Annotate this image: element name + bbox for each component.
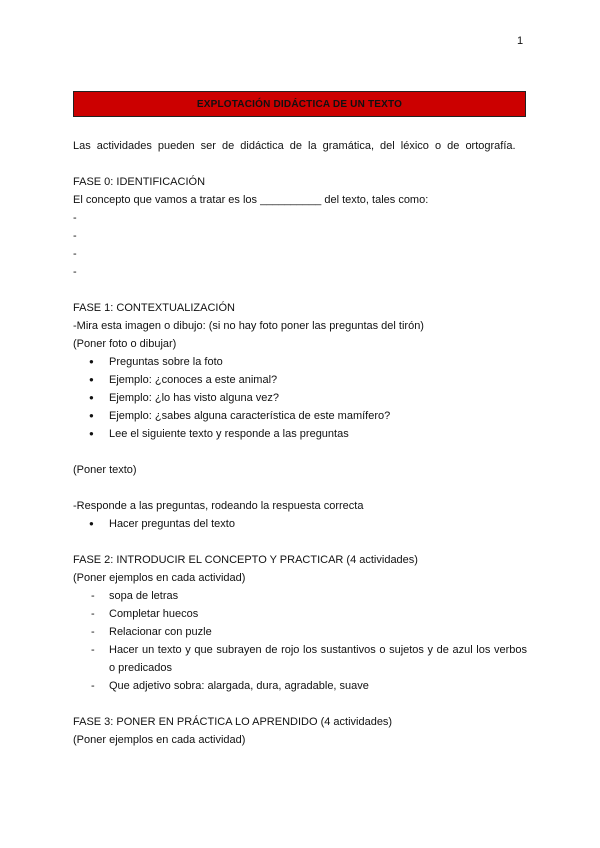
responde-instruction: -Responde a las preguntas, rodeando la respuesta correcta	[73, 500, 364, 512]
page-number: 1	[517, 35, 524, 47]
fase2-heading: FASE 2: INTRODUCIR EL CONCEPTO Y PRACTICAR (4 actividades)	[73, 554, 418, 566]
fase1-instruction: -Mira esta imagen o dibujo: (si no hay foto poner las preguntas del tirón)	[73, 320, 424, 332]
fase1-bullet-list	[73, 353, 527, 443]
fase2-subheading: (Poner ejemplos en cada actividad)	[73, 572, 246, 584]
fase1-note: (Poner foto o dibujar)	[73, 338, 177, 350]
list-item: ● Ejemplo: ¿conoces a este animal?	[73, 371, 527, 389]
fase1-bullet-list-2	[73, 515, 527, 533]
fase3-subheading: (Poner ejemplos en cada actividad)	[73, 734, 246, 746]
list-item: ● Preguntas sobre la foto	[73, 353, 527, 371]
list-item: - sopa de letras	[73, 587, 527, 605]
list-item: - Hacer un texto y que subrayen de rojo los sustantivos o sujetos y de azul los verbos o predicados	[73, 641, 527, 677]
fase0-dash: -	[73, 230, 77, 242]
document-body	[73, 137, 527, 749]
list-item: ● Ejemplo: ¿sabes alguna característica de este mamífero?	[73, 407, 527, 425]
list-item: ● Ejemplo: ¿lo has visto alguna vez?	[73, 389, 527, 407]
fase3-heading: FASE 3: PONER EN PRÁCTICA LO APRENDIDO (4 actividades)	[73, 716, 393, 728]
poner-texto-note: (Poner texto)	[73, 464, 137, 476]
fase0-text: El concepto que vamos a tratar es los __________ del texto, tales como:	[73, 194, 429, 206]
fase0-heading: FASE 0: IDENTIFICACIÓN	[73, 176, 206, 188]
fase0-dash: -	[73, 248, 77, 260]
fase2-activity-list	[73, 587, 527, 695]
list-item: ● Lee el siguiente texto y responde a las preguntas	[73, 425, 527, 443]
intro-paragraph: Las actividades pueden ser de didáctica de la gramática, del léxico o de ortografía.	[73, 140, 516, 152]
document-title-banner	[73, 91, 526, 117]
document-title: EXPLOTACIÓN DIDÁCTICA DE UN TEXTO	[196, 98, 403, 110]
fase0-dash: -	[73, 266, 77, 278]
list-item: ● Hacer preguntas del texto	[73, 515, 527, 533]
fase0-dash: -	[73, 212, 77, 224]
fase1-heading: FASE 1: CONTEXTUALIZACIÓN	[73, 302, 235, 314]
list-item: - Completar huecos	[73, 605, 527, 623]
list-item: - Relacionar con puzle	[73, 623, 527, 641]
list-item: - Que adjetivo sobra: alargada, dura, agradable, suave	[73, 677, 527, 695]
